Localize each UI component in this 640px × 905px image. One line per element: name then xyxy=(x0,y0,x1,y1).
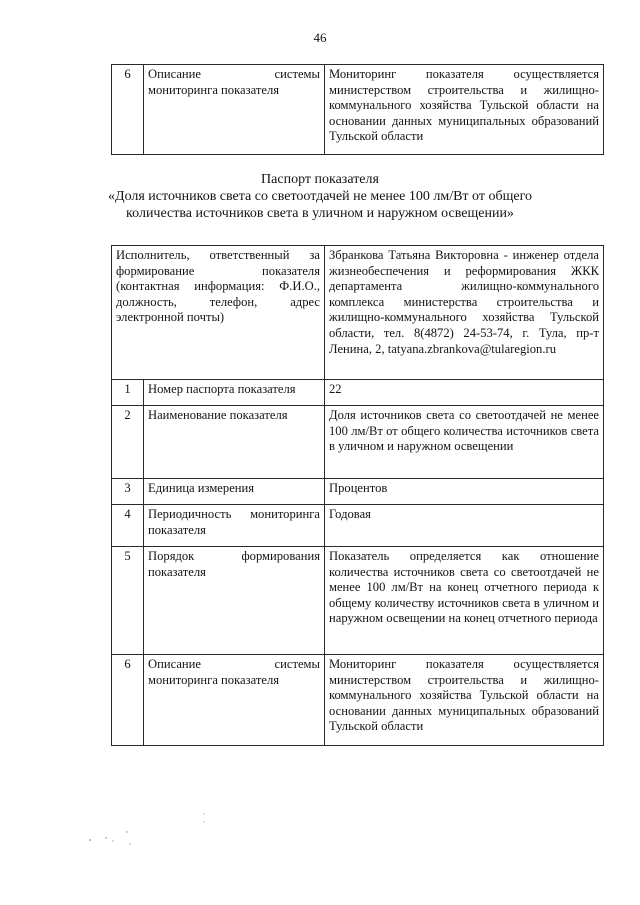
row-value: Годовая xyxy=(325,505,604,547)
row-value: 22 xyxy=(325,380,604,406)
row-number: 2 xyxy=(112,406,144,479)
passport-title: Паспорт показателя xyxy=(261,172,379,187)
table-row xyxy=(112,65,604,155)
row-label: Номер паспорта показателя xyxy=(144,380,325,406)
row-number: 5 xyxy=(112,547,144,655)
responsible-label: Исполнитель, ответственный за формирование показателя (контактная информация: Ф.И.О., должность, телефон, адрес электронной почты) xyxy=(112,246,325,380)
row-number: 4 xyxy=(112,505,144,547)
row-value: Процентов xyxy=(325,479,604,505)
passport-subtitle: «Доля источников света со светоотдачей не менее 100 лм/Вт от общего количества источников света в уличном и наружном освещении» xyxy=(108,189,532,221)
table-row xyxy=(112,380,604,406)
scan-specks xyxy=(86,808,226,848)
page-number: 46 xyxy=(313,30,327,45)
row-label: Порядок формирования показателя xyxy=(144,547,325,655)
passport-heading xyxy=(100,171,540,222)
row-value: Показатель определяется как отношение количества источников света со светоотдачей не менее 100 лм/Вт на конец отчетного периода к общему количеству источников света в уличном и наружном освещении на конец отчетного периода xyxy=(325,547,604,655)
row-label: Периодичность мониторинга показателя xyxy=(144,505,325,547)
row-number: 6 xyxy=(112,655,144,746)
row-label: Описание системы мониторинга показателя xyxy=(144,655,325,746)
row-label: Наименование показателя xyxy=(144,406,325,479)
table-row xyxy=(112,406,604,479)
row-label: Единица измерения xyxy=(144,479,325,505)
table-row xyxy=(112,655,604,746)
row-value: Доля источников света со светоотдачей не менее 100 лм/Вт от общего количества источников света в уличном и наружном освещении xyxy=(325,406,604,479)
row-value: Мониторинг показателя осуществляется министерством строительства и жилищно-коммунального хозяйства Тульской области на основании данных муниципальных образований Тульской области xyxy=(325,65,604,155)
continuation-table xyxy=(111,64,604,155)
passport-table xyxy=(111,245,604,746)
table-row-responsible xyxy=(112,246,604,380)
row-number: 3 xyxy=(112,479,144,505)
row-value: Мониторинг показателя осуществляется министерством строительства и жилищно-коммунального хозяйства Тульской области на основании данных муниципальных образований Тульской области xyxy=(325,655,604,746)
row-label: Описание системы мониторинга показателя xyxy=(144,65,325,155)
responsible-value: Збранкова Татьяна Викторовна - инженер отдела жизнеобеспечения и реформирования ЖКК департамента жилищно-коммунального комплекса министерства строительства и жилищно-коммунального хозяйства Тульской области, тел. 8(4872) 24-53-74, г. Тула, пр-т Ленина, 2, tatyana.zbrankova@tularegion.ru xyxy=(325,246,604,380)
row-number: 1 xyxy=(112,380,144,406)
table-row xyxy=(112,479,604,505)
table-row xyxy=(112,547,604,655)
row-number: 6 xyxy=(112,65,144,155)
table-row xyxy=(112,505,604,547)
